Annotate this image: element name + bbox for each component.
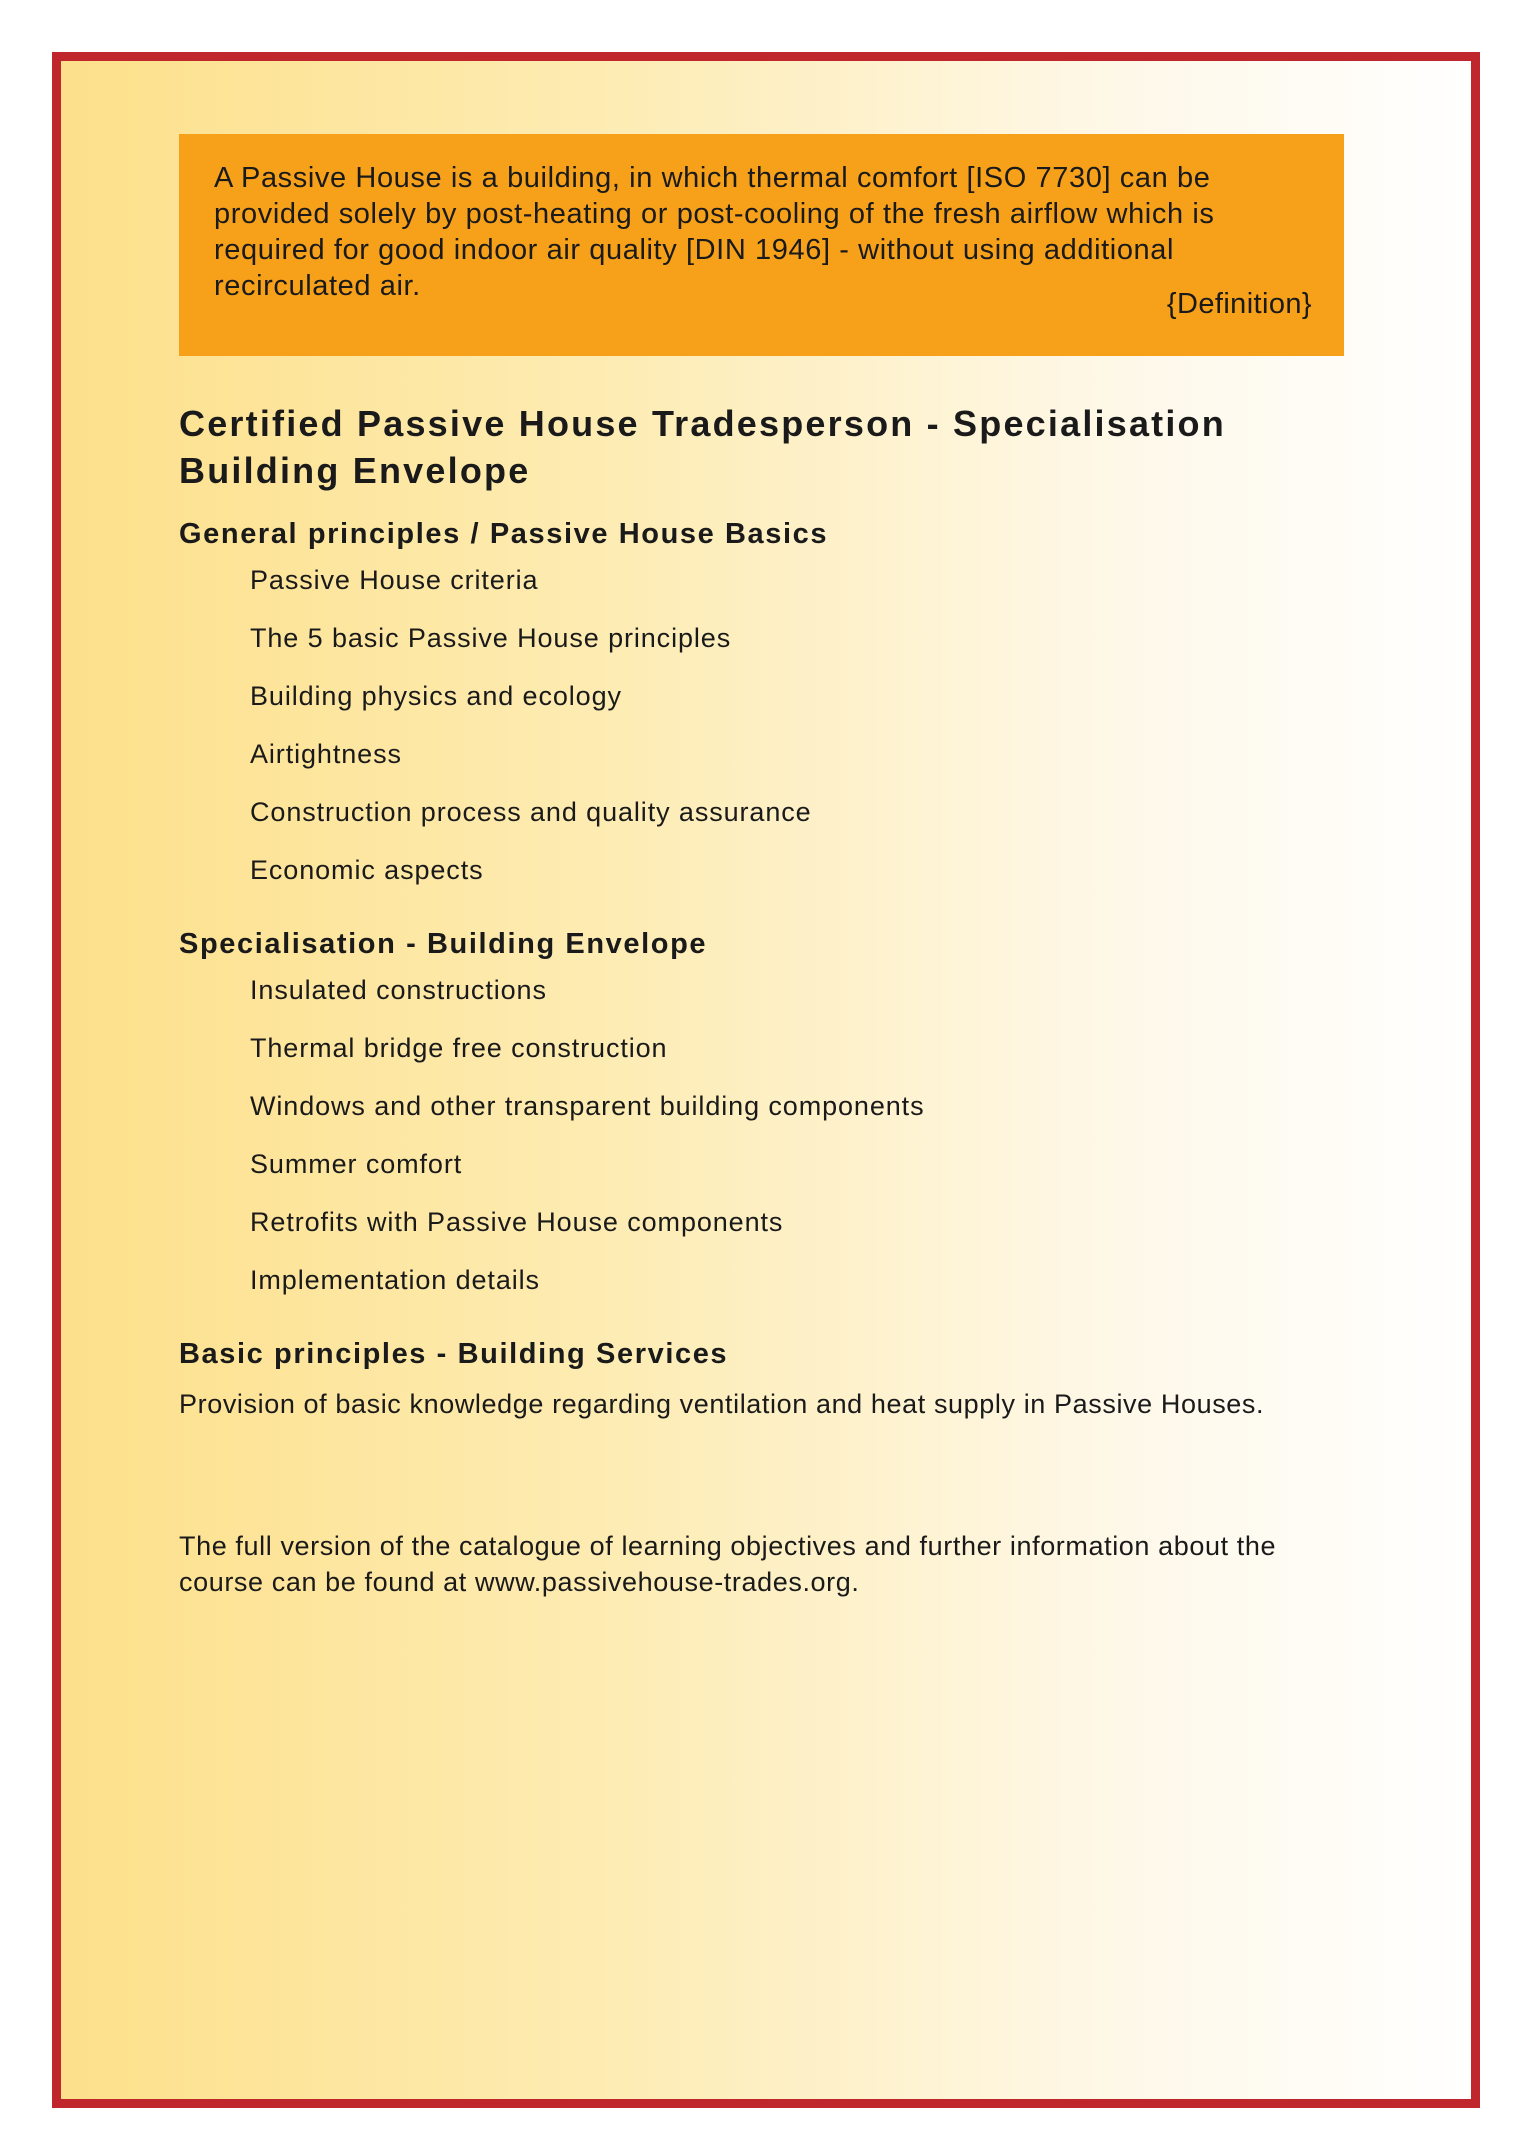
section-heading: General principles / Passive House Basics bbox=[179, 518, 829, 550]
topic-item: Construction process and quality assurance bbox=[250, 797, 812, 827]
topic-item: Thermal bridge free construction bbox=[250, 1033, 668, 1063]
topic-list bbox=[179, 562, 1349, 910]
footer-note: The full version of the catalogue of learning objectives and further information about the course can be found at www.passivehouse-trades.org. bbox=[179, 1531, 1277, 1597]
section-summary: Provision of basic knowledge regarding ventilation and heat supply in Passive Houses. bbox=[179, 1389, 1265, 1419]
topic-list bbox=[179, 972, 1349, 1320]
topic-item: Passive House criteria bbox=[250, 565, 539, 595]
topic-item: The 5 basic Passive House principles bbox=[250, 623, 732, 653]
course-title-line-1: Certified Passive House Tradesperson - Specialisation bbox=[179, 403, 1226, 444]
content-area bbox=[179, 400, 1349, 1600]
topic-item: Retrofits with Passive House components bbox=[250, 1207, 784, 1237]
course-title bbox=[179, 400, 1349, 494]
definition-label: {Definition} bbox=[1166, 288, 1312, 320]
topic-item: Implementation details bbox=[250, 1265, 540, 1295]
section-heading: Specialisation - Building Envelope bbox=[179, 928, 708, 960]
definition-box bbox=[179, 134, 1344, 356]
section-heading: Basic principles - Building Services bbox=[179, 1338, 729, 1370]
course-title-line-2: Building Envelope bbox=[179, 450, 531, 491]
topic-item: Windows and other transparent building components bbox=[250, 1091, 925, 1121]
topic-item: Building physics and ecology bbox=[250, 681, 622, 711]
definition-text: A Passive House is a building, in which thermal comfort [ISO 7730] can be provided solely by post-heating or post-cooling of the fresh airflow which is required for good indoor air quality [DIN 1946] - without using additional recirculated air. bbox=[214, 162, 1215, 302]
topic-item: Airtightness bbox=[250, 739, 402, 769]
topic-item: Summer comfort bbox=[250, 1149, 463, 1179]
section-general-principles bbox=[179, 516, 1349, 910]
topic-item: Insulated constructions bbox=[250, 975, 547, 1005]
section-building-services bbox=[179, 1336, 1349, 1422]
topic-item: Economic aspects bbox=[250, 855, 484, 885]
section-building-envelope bbox=[179, 926, 1349, 1320]
